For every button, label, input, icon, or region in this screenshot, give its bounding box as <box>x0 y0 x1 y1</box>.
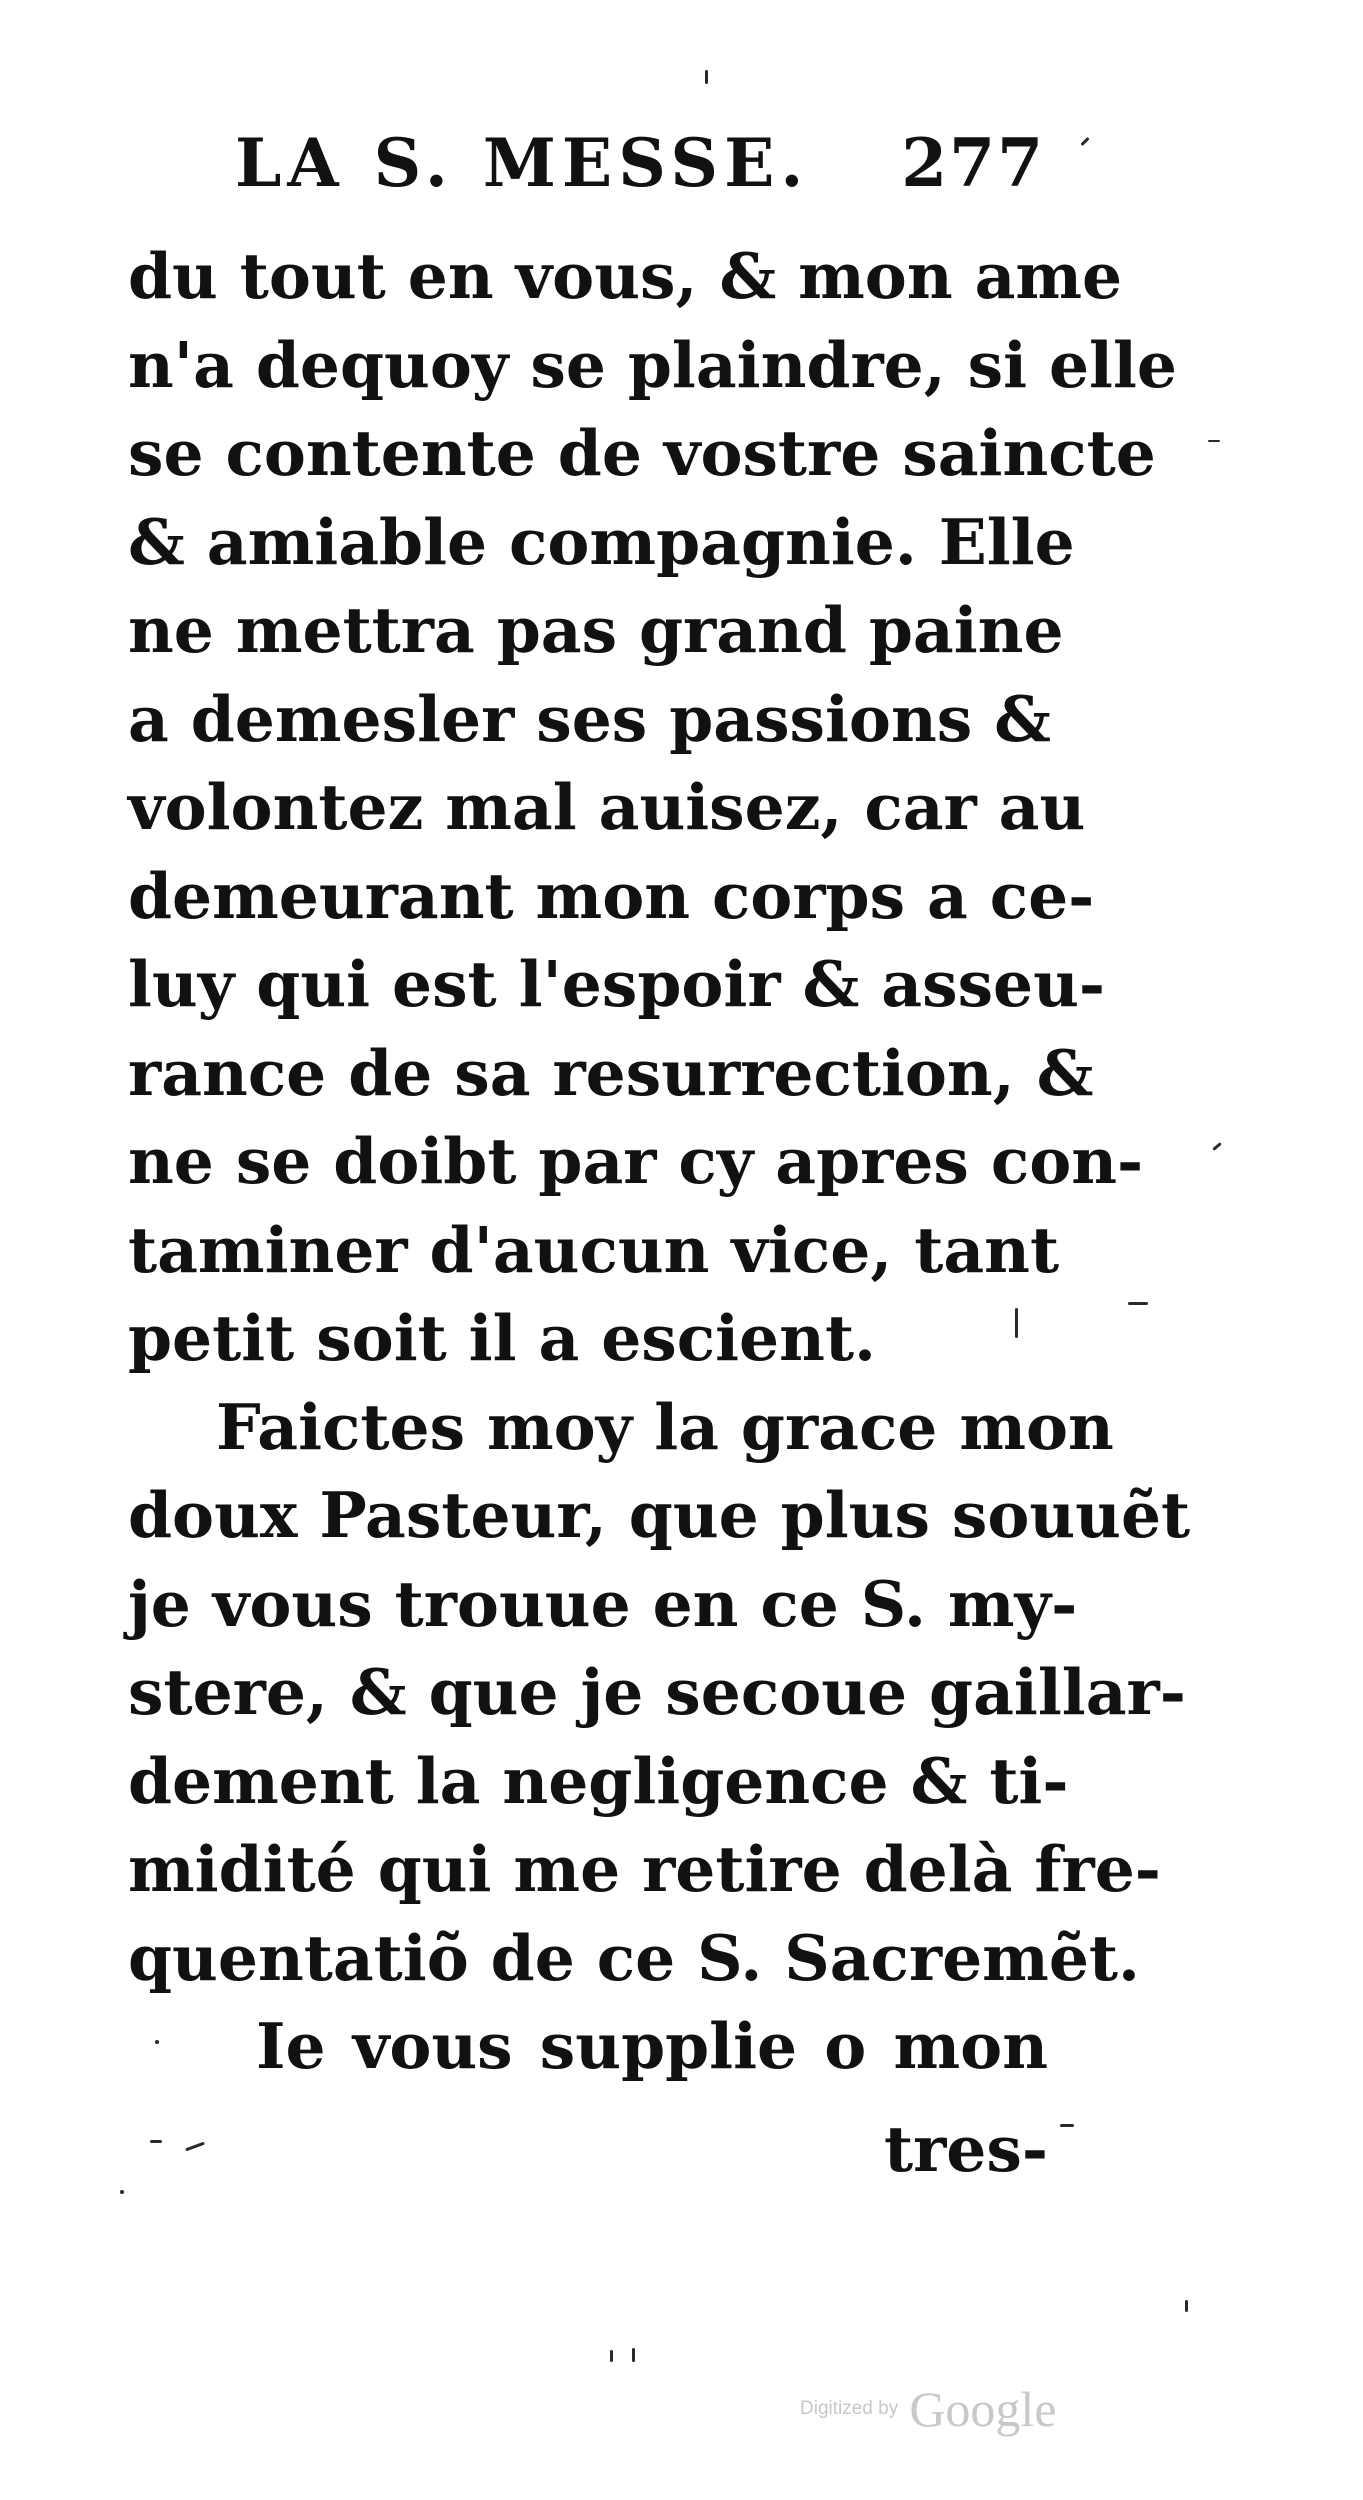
text-line: quentatiõ de ce S. Sacremẽt. <box>128 1920 1140 1995</box>
text-line: & amiable compagnie. Elle <box>128 504 1075 579</box>
scan-speck <box>185 2142 205 2152</box>
text-line: demeurant mon corps a ce- <box>128 858 1095 933</box>
scan-speck <box>1212 1142 1222 1151</box>
text-line: petit soit il a escient. <box>128 1301 876 1375</box>
text-line: ne se doibt par cy apres con- <box>128 1124 1144 1198</box>
scan-speck <box>1208 440 1220 442</box>
text-line: n'a dequoy se plaindre, si elle <box>128 327 1177 402</box>
catchword: tres- <box>884 2112 1048 2186</box>
text-line: dement la negligence & ti- <box>128 1743 1069 1818</box>
scan-speck <box>1185 2300 1188 2312</box>
scan-speck <box>120 2190 124 2194</box>
running-title: LA S. MESSE. <box>235 124 810 202</box>
watermark-prefix: Digitized by <box>800 2398 899 2419</box>
scan-speck <box>1015 1308 1018 1338</box>
text-line: ne mettra pas grand paine <box>128 593 1064 667</box>
page-number: 277 <box>901 124 1045 202</box>
text-line: luy qui est l'espoir & asseu- <box>128 947 1106 1021</box>
digitized-watermark <box>800 2380 1057 2440</box>
text-line: doux Pasteur, que plus souuẽt <box>128 1478 1191 1552</box>
text-line: se contente de vostre saincte <box>128 416 1156 490</box>
text-line: stere, & que je secoue gaillar- <box>128 1655 1186 1729</box>
paragraph-start-line: Faictes moy la grace mon <box>216 1389 1114 1464</box>
body-text <box>128 232 1191 2091</box>
text-line: midité qui me retire delà fre- <box>128 1832 1161 1906</box>
text-line: je vous trouue en ce S. my- <box>128 1566 1078 1641</box>
scan-speck <box>1080 137 1089 146</box>
text-line: a demesler ses passions & <box>128 681 1052 756</box>
text-line: rance de sa resurrection, & <box>128 1035 1094 1110</box>
running-head <box>235 118 1045 208</box>
scan-speck <box>705 70 708 84</box>
google-logo: Google <box>909 2381 1057 2437</box>
scan-speck <box>610 2350 613 2362</box>
scan-speck <box>150 2140 162 2143</box>
text-line: volontez mal auisez, car au <box>128 770 1086 844</box>
scan-speck <box>155 2040 159 2044</box>
text-line: du tout en vous, & mon ame <box>128 239 1123 313</box>
scan-speck <box>1128 1302 1148 1305</box>
paragraph-start-line: Ie vous supplie o mon <box>256 2009 1048 2083</box>
scan-speck <box>1060 2124 1074 2127</box>
text-line: taminer d'aucun vice, tant <box>128 1212 1060 1287</box>
scan-speck <box>632 2348 635 2362</box>
